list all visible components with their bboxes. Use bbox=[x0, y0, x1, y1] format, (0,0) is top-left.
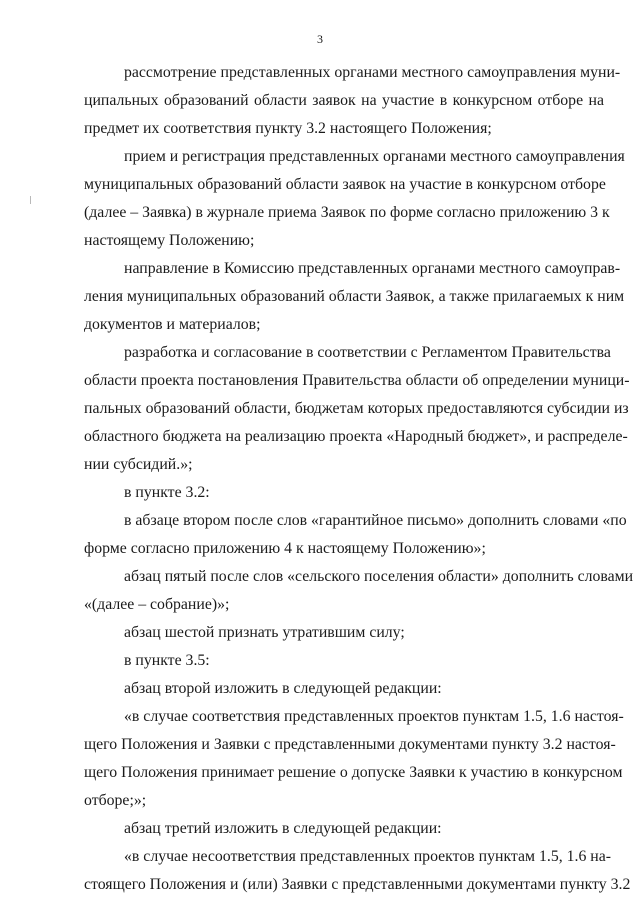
text-line: ления муниципальных образований области Заявок, а также прилагаемых к ним bbox=[84, 288, 625, 305]
text-line: области проекта постановления Правительства области об определении муници- bbox=[84, 372, 630, 389]
text-line: муниципальных образований области заявок на участие в конкурсном отборе bbox=[84, 176, 606, 193]
page-number: 3 bbox=[317, 32, 323, 46]
text-line: форме согласно приложению 4 к настоящему Положению»; bbox=[84, 540, 486, 557]
text-line: областного бюджета на реализацию проекта «Народный бюджет», и распределе- bbox=[84, 428, 628, 445]
text-line: пальных образований области, бюджетам которых предоставляются субсидии из bbox=[84, 400, 629, 417]
text-line: направление в Комиссию представленных органами местного самоуправ- bbox=[124, 260, 621, 277]
text-line: абзац пятый после слов «сельского поселения области» дополнить словами bbox=[124, 568, 634, 585]
text-line: абзац третий изложить в следующей редакции: bbox=[124, 820, 442, 837]
text-line: «в случае несоответствия представленных проектов пунктам 1.5, 1.6 на- bbox=[124, 848, 612, 865]
text-line: в пункте 3.5: bbox=[124, 652, 210, 669]
text-line: ципальных образований области заявок на участие в конкурсном отборе на bbox=[84, 92, 604, 109]
text-line: в абзаце втором после слов «гарантийное письмо» дополнить словами «по bbox=[124, 512, 627, 529]
text-line: щего Положения и Заявки с представленными документами пункту 3.2 настоя- bbox=[84, 736, 616, 753]
text-line: настоящему Положению; bbox=[84, 232, 255, 249]
text-line: нии субсидий.»; bbox=[84, 456, 193, 473]
text-line: документов и материалов; bbox=[84, 316, 261, 333]
text-line: стоящего Положения и (или) Заявки с представленными документами пункту 3.2 bbox=[84, 876, 631, 893]
text-line: «(далее – собрание)»; bbox=[84, 596, 230, 613]
text-line: рассмотрение представленных органами местного самоуправления муни- bbox=[124, 64, 621, 81]
text-line: отборе;»; bbox=[84, 792, 147, 809]
text-line: предмет их соответствия пункту 3.2 настоящего Положения; bbox=[84, 120, 492, 137]
text-line: «в случае соответствия представленных проектов пунктам 1.5, 1.6 настоя- bbox=[124, 708, 624, 725]
text-line: в пункте 3.2: bbox=[124, 484, 210, 501]
text-line: (далее – Заявка) в журнале приема Заявок по форме согласно приложению 3 к bbox=[84, 204, 610, 221]
text-line: щего Положения принимает решение о допуске Заявки к участию в конкурсном bbox=[84, 764, 623, 781]
margin-mark bbox=[30, 196, 31, 204]
text-line: абзац шестой признать утратившим силу; bbox=[124, 624, 405, 641]
text-line: прием и регистрация представленных органами местного самоуправления bbox=[124, 148, 625, 165]
text-line: абзац второй изложить в следующей редакции: bbox=[124, 680, 442, 697]
text-line: разработка и согласование в соответствии с Регламентом Правительства bbox=[124, 344, 611, 361]
